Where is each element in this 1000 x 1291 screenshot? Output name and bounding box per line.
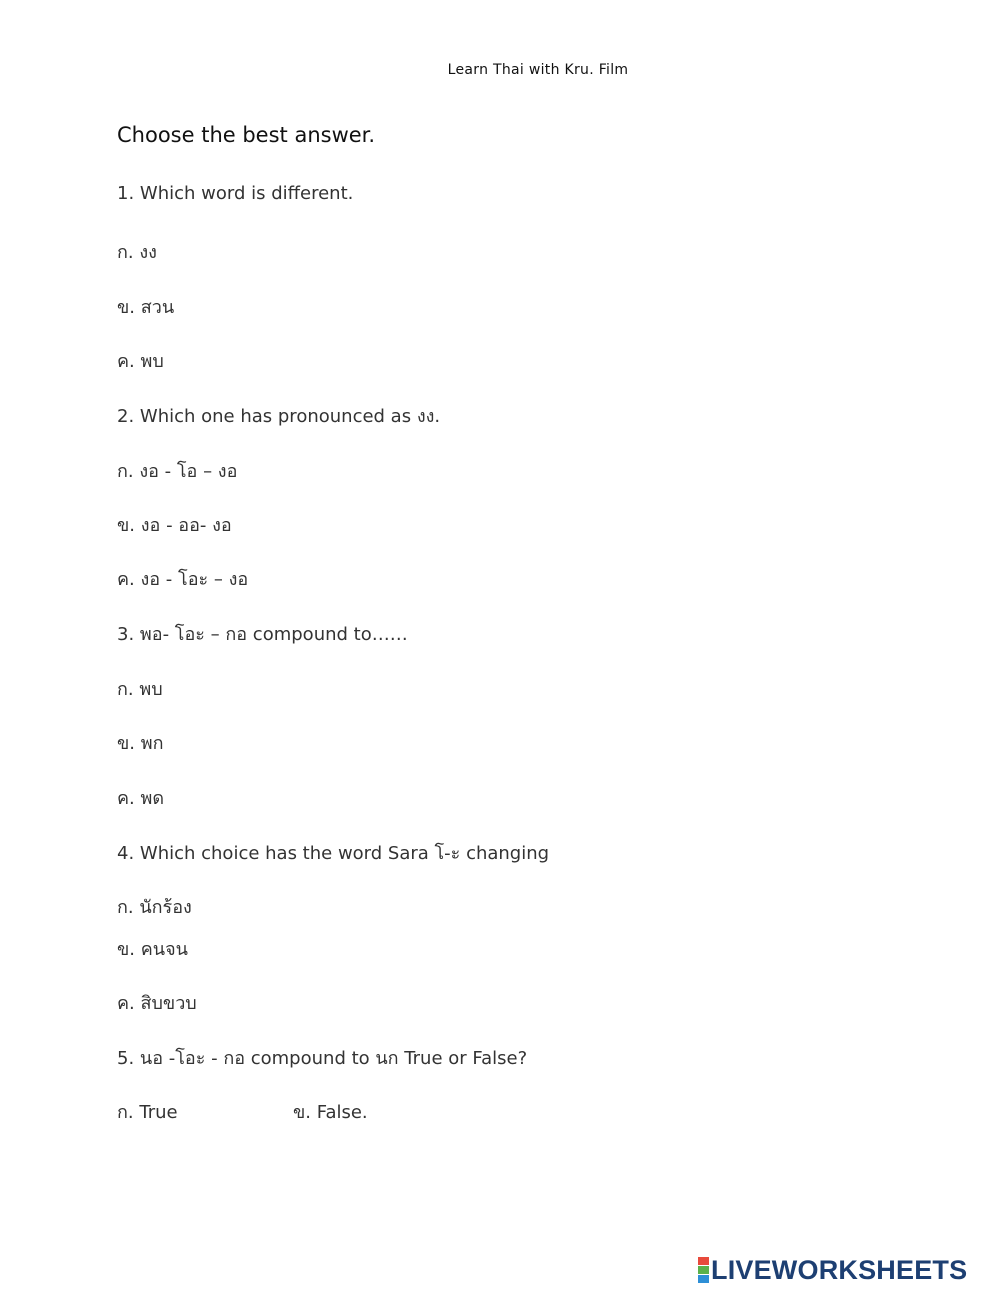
q3-option-b[interactable]: ข. พก: [117, 733, 164, 754]
logo-text: LIVEWORKSHEETS: [711, 1254, 968, 1285]
q4-option-a[interactable]: ก. นักร้อง: [117, 897, 192, 918]
question-3: 3. พอ- โอะ – กอ compound to……: [117, 624, 408, 645]
q2-option-a[interactable]: ก. งอ - โอ – งอ: [117, 461, 238, 482]
q1-option-a[interactable]: ก. งง: [117, 242, 157, 263]
logo-block-i: [698, 1266, 709, 1274]
question-2: 2. Which one has pronounced as งง.: [117, 406, 441, 427]
q4-option-b[interactable]: ข. คนจน: [117, 939, 188, 960]
question-5: 5. นอ -โอะ - กอ compound to นก True or False?: [117, 1048, 528, 1069]
q5-option-a[interactable]: ก. True: [117, 1102, 178, 1123]
liveworksheets-logo: [698, 1256, 967, 1284]
q1-option-b[interactable]: ข. สวน: [117, 297, 175, 318]
question-1: 1. Which word is different.: [117, 183, 354, 204]
logo-block-v: [698, 1275, 709, 1283]
q2-option-b[interactable]: ข. งอ - ออ- งอ: [117, 515, 232, 536]
q3-option-a[interactable]: ก. พบ: [117, 679, 163, 700]
logo-block-l: [698, 1257, 709, 1265]
q5-option-b[interactable]: ข. False.: [293, 1102, 368, 1123]
q1-option-c[interactable]: ค. พบ: [117, 351, 164, 372]
page-header: Learn Thai with Kru. Film: [447, 62, 629, 78]
logo-blocks-icon: [698, 1257, 709, 1283]
q2-option-c[interactable]: ค. งอ - โอะ – งอ: [117, 569, 249, 590]
q4-option-c[interactable]: ค. สิบขวบ: [117, 993, 197, 1014]
question-4: 4. Which choice has the word Sara โ-ะ changing: [117, 843, 550, 864]
page-title: Choose the best answer.: [117, 123, 376, 147]
q3-option-c[interactable]: ค. พด: [117, 788, 165, 809]
